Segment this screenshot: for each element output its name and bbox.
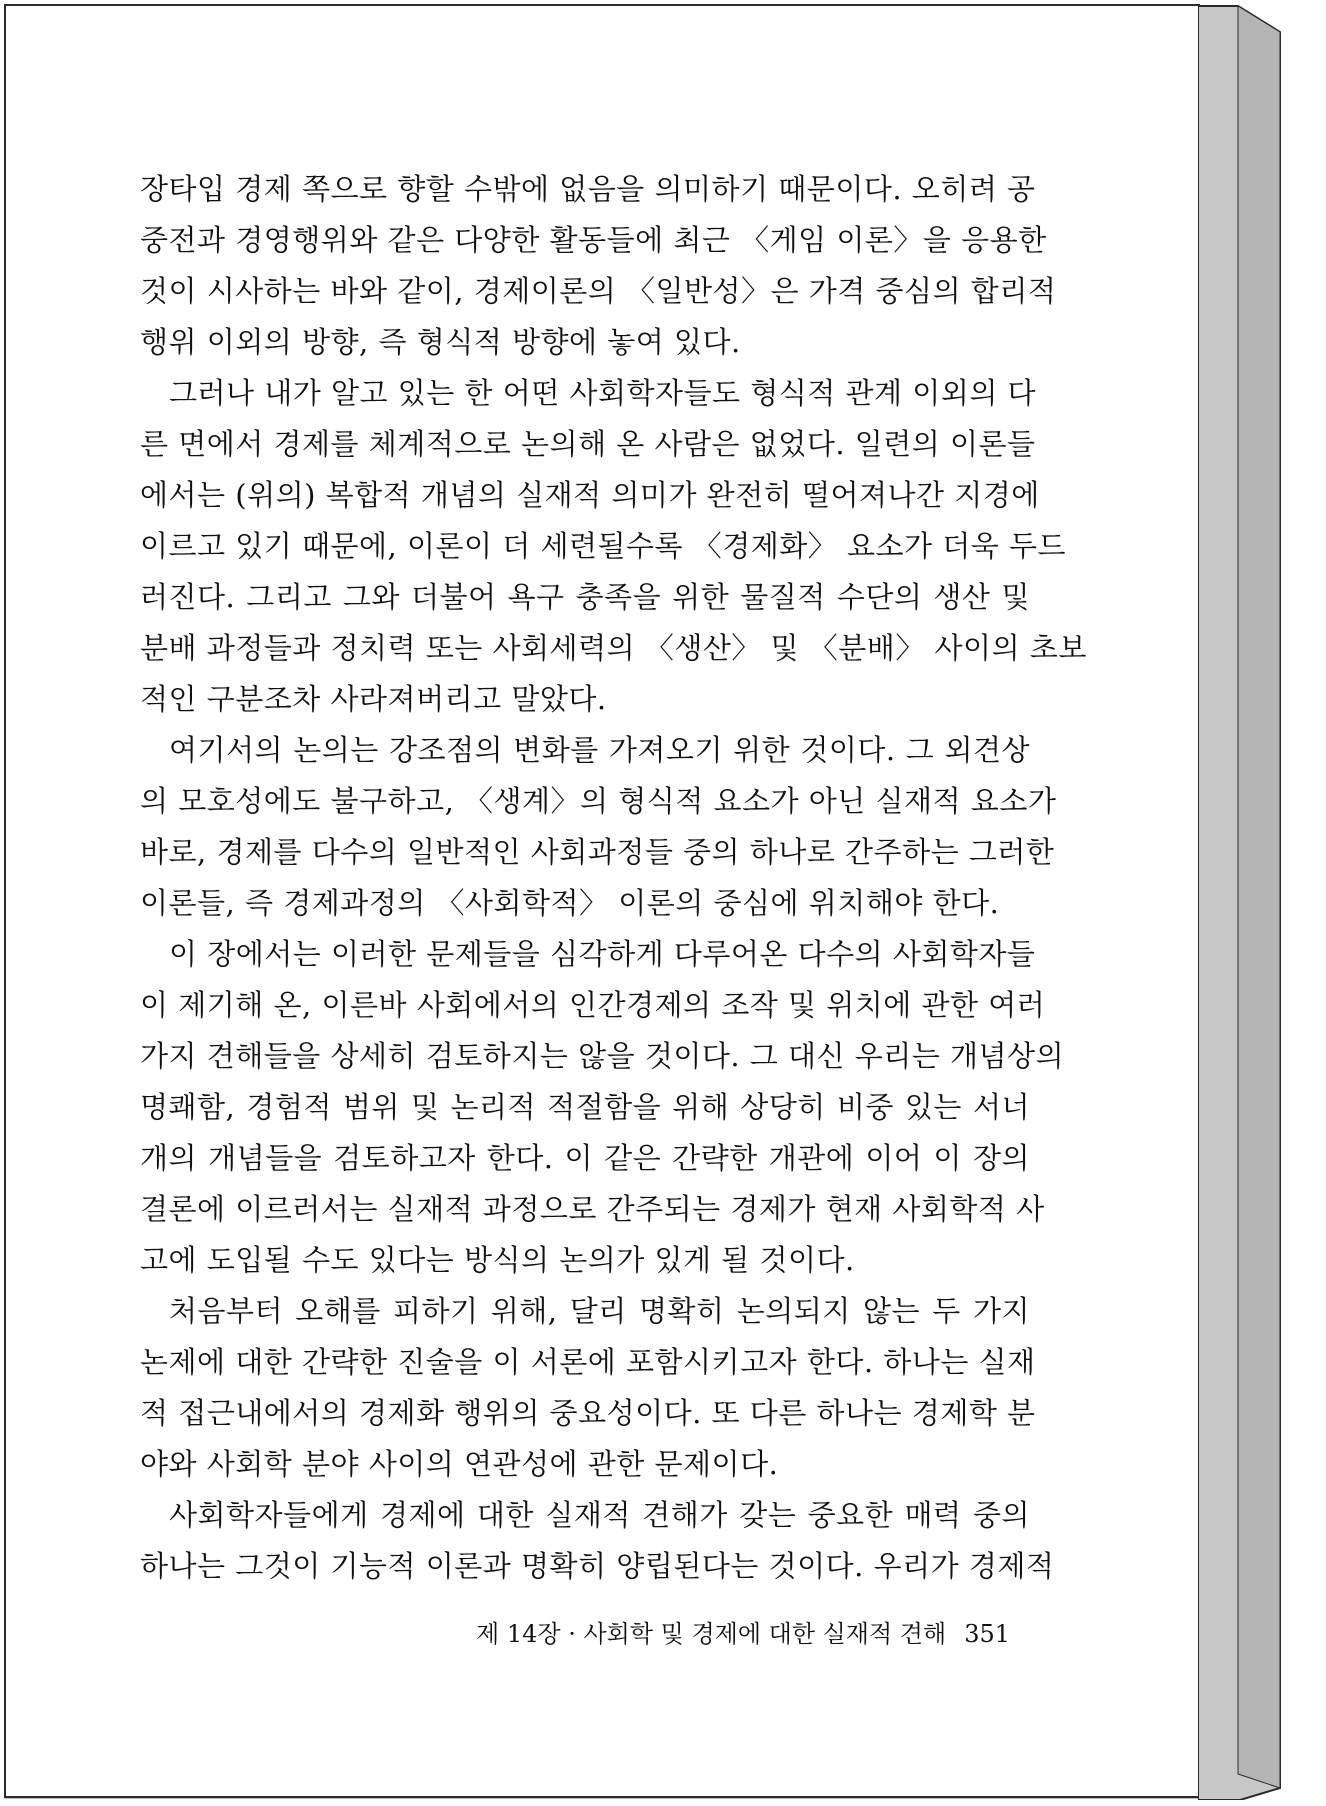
text-line: 의 모호성에도 불구하고, 〈생계〉의 형식적 요소가 아닌 실재적 요소가 — [140, 784, 1057, 818]
page-edge-shadow — [1198, 4, 1318, 1800]
running-footer — [470, 1614, 1010, 1649]
text-line: 적 접근내에서의 경제화 행위의 중요성이다. 또 다른 하나는 경제학 분 — [140, 1396, 1036, 1430]
text-line: 장타입 경제 쪽으로 향할 수밖에 없음을 의미하기 때문이다. 오히려 공 — [140, 172, 1036, 206]
text-line: 고에 도입될 수도 있다는 방식의 논의가 있게 될 것이다. — [140, 1243, 855, 1277]
text-line: 이르고 있기 때문에, 이론이 더 세련될수록 〈경제화〉 요소가 더욱 두드 — [140, 529, 1067, 563]
text-line: 러진다. 그리고 그와 더불어 욕구 충족을 위한 물질적 수단의 생산 및 — [140, 580, 1030, 614]
text-line: 이 장에서는 이러한 문제들을 심각하게 다루어온 다수의 사회학자들 — [169, 937, 1036, 971]
body-text — [140, 164, 1087, 1592]
text-line: 결론에 이르러서는 실재적 과정으로 간주되는 경제가 현재 사회학적 사 — [140, 1192, 1045, 1226]
text-line: 바로, 경제를 다수의 일반적인 사회과정들 중의 하나로 간주하는 그러한 — [140, 835, 1055, 869]
text-line: 이 제기해 온, 이른바 사회에서의 인간경제의 조작 및 위치에 관한 여러 — [140, 988, 1046, 1022]
text-line: 처음부터 오해를 피하기 위해, 달리 명확히 논의되지 않는 두 가지 — [169, 1294, 1030, 1328]
text-line: 여기서의 논의는 강조점의 변화를 가져오기 위한 것이다. 그 외견상 — [169, 733, 1030, 767]
text-line: 분배 과정들과 정치력 또는 사회세력의 〈생산〉 및 〈분배〉 사이의 초보 — [140, 631, 1087, 665]
text-line: 명쾌함, 경험적 범위 및 논리적 적절함을 위해 상당히 비중 있는 서너 — [140, 1090, 1030, 1124]
text-line: 야와 사회학 분야 사이의 연관성에 관한 문제이다. — [140, 1447, 779, 1481]
text-line: 하나는 그것이 기능적 이론과 명확히 양립된다는 것이다. 우리가 경제적 — [140, 1549, 1055, 1583]
text-line: 적인 구분조차 사라져버리고 말았다. — [140, 682, 607, 716]
text-line: 그러나 내가 알고 있는 한 어떤 사회학자들도 형식적 관계 이외의 다 — [169, 376, 1037, 410]
text-line: 것이 시사하는 바와 같이, 경제이론의 〈일반성〉은 가격 중심의 합리적 — [140, 274, 1057, 308]
page-number: 351 — [964, 1620, 1010, 1648]
text-line: 행위 이외의 방향, 즉 형식적 방향에 놓여 있다. — [140, 325, 741, 359]
text-line: 개의 개념들을 검토하고자 한다. 이 같은 간략한 개관에 이어 이 장의 — [140, 1141, 1030, 1175]
text-line: 중전과 경영행위와 같은 다양한 활동들에 최근 〈게임 이론〉을 응용한 — [140, 223, 1047, 257]
text-line: 이론들, 즉 경제과정의 〈사회학적〉 이론의 중심에 위치해야 한다. — [140, 886, 1000, 920]
text-line: 가지 견해들을 상세히 검토하지는 않을 것이다. 그 대신 우리는 개념상의 — [140, 1039, 1065, 1073]
text-line: 사회학자들에게 경제에 대한 실재적 견해가 갖는 중요한 매력 중의 — [169, 1498, 1030, 1532]
text-line: 에서는 (위의) 복합적 개념의 실재적 의미가 완전히 떨어져나간 지경에 — [140, 478, 1040, 512]
text-line: 른 면에서 경제를 체계적으로 논의해 온 사람은 없었다. 일련의 이론들 — [140, 427, 1036, 461]
running-head: 제 14장 · 사회학 및 경제에 대한 실재적 견해 — [476, 1620, 947, 1648]
text-line: 논제에 대한 간략한 진술을 이 서론에 포함시키고자 한다. 하나는 실재 — [140, 1345, 1036, 1379]
